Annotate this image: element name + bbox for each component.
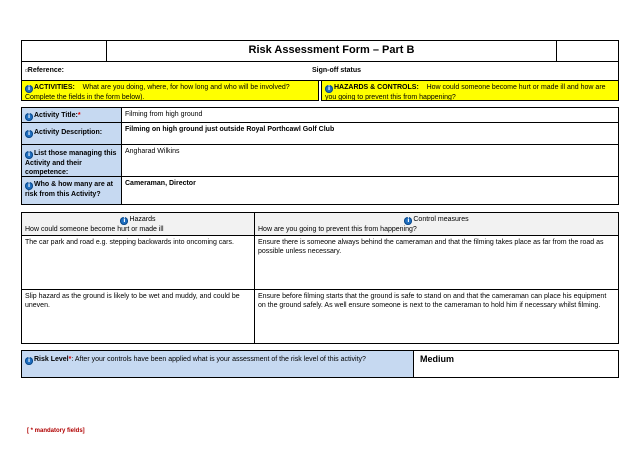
info-icon: i bbox=[25, 357, 33, 365]
reference-row bbox=[21, 61, 619, 81]
at-risk-label-cell bbox=[21, 176, 122, 205]
mandatory-star: * bbox=[77, 112, 81, 119]
activity-desc-value: Filming on high ground just outside Royal Porthcawl Golf Club bbox=[125, 126, 335, 133]
info-icon: i bbox=[325, 85, 333, 93]
activity-desc-label: Activity Description: bbox=[34, 129, 103, 136]
risk-level-label: Risk Level bbox=[34, 356, 69, 363]
hazard-cell-1 bbox=[21, 235, 255, 290]
activity-desc-label-cell bbox=[21, 122, 122, 145]
controls-header-cell bbox=[254, 212, 619, 236]
activity-title-value-cell bbox=[121, 107, 619, 123]
hazard-cell-2 bbox=[21, 289, 255, 344]
risk-level-value: Medium bbox=[420, 354, 455, 364]
title-cell bbox=[106, 40, 557, 62]
info-icon: i bbox=[25, 182, 33, 190]
risk-level-value-cell bbox=[413, 350, 619, 378]
at-risk-label: Who & how many are at risk from this Activity? bbox=[25, 181, 113, 198]
at-risk-value-cell bbox=[121, 176, 619, 205]
hazards-header: Hazards bbox=[129, 216, 156, 223]
activities-label: ACTIVITIES: bbox=[34, 84, 75, 91]
info-icon: i bbox=[404, 217, 412, 225]
control-text: Ensure there is someone always behind the cameraman and that the filming takes place as far from the road as possible unless necessary. bbox=[258, 239, 604, 255]
activities-text: What are you doing, where, for how long and who will be involved? Complete the fields in the form below). bbox=[25, 84, 290, 101]
hazard-text: Slip hazard as the ground is likely to be wet and muddy, and could be uneven. bbox=[25, 293, 240, 309]
activity-title-value: Filming from high ground bbox=[125, 111, 203, 118]
signoff-label: Sign-off status bbox=[312, 67, 361, 74]
reference-label: Reference: bbox=[27, 67, 64, 74]
activities-box bbox=[21, 80, 319, 101]
control-cell-1 bbox=[254, 235, 619, 290]
info-icon: i bbox=[25, 85, 33, 93]
risk-level-label-cell bbox=[21, 350, 414, 378]
activity-title-label-cell bbox=[21, 107, 122, 123]
hazards-header-cell bbox=[21, 212, 255, 236]
managers-value-cell bbox=[121, 144, 619, 177]
managers-label: List those managing this Activity and their competence: bbox=[25, 150, 117, 176]
managers-value: Angharad Wilkins bbox=[125, 148, 180, 155]
info-icon: i bbox=[25, 113, 33, 121]
hazards-controls-text: How could someone become hurt or made ill and how are you going to prevent this from happening? bbox=[325, 84, 606, 101]
mandatory-star: * bbox=[68, 356, 72, 363]
control-text: Ensure before filming starts that the ground is safe to stand on and that the cameraman can place his equipment on the ground safely. As well ensure someone is next to the cameraman to hold him if necessary whilst filming. bbox=[258, 293, 607, 309]
risk-level-text: : After your controls have been applied what is your assessment of the risk level of this activity? bbox=[71, 356, 366, 363]
reference-prefix: d bbox=[25, 68, 28, 74]
hazards-controls-box bbox=[321, 80, 619, 101]
mandatory-note: [ * mandatory fields] bbox=[27, 428, 85, 434]
control-cell-2 bbox=[254, 289, 619, 344]
controls-subheader: How are you going to prevent this from happening? bbox=[258, 226, 417, 233]
info-icon: i bbox=[25, 130, 33, 138]
page-title: Risk Assessment Form – Part B bbox=[248, 44, 415, 56]
info-icon: i bbox=[120, 217, 128, 225]
info-icon: i bbox=[25, 151, 33, 159]
hazard-text: The car park and road e.g. stepping backwards into oncoming cars. bbox=[25, 239, 234, 246]
controls-header: Control measures bbox=[413, 216, 469, 223]
hazards-controls-label: HAZARDS & CONTROLS: bbox=[334, 84, 419, 91]
activity-title-label: Activity Title: bbox=[34, 112, 78, 119]
title-right-cell bbox=[556, 40, 619, 62]
at-risk-value: Cameraman, Director bbox=[125, 180, 196, 187]
activity-desc-value-cell bbox=[121, 122, 619, 145]
managers-label-cell bbox=[21, 144, 122, 177]
title-left-cell bbox=[21, 40, 107, 62]
hazards-subheader: How could someone become hurt or made ill bbox=[25, 226, 164, 233]
